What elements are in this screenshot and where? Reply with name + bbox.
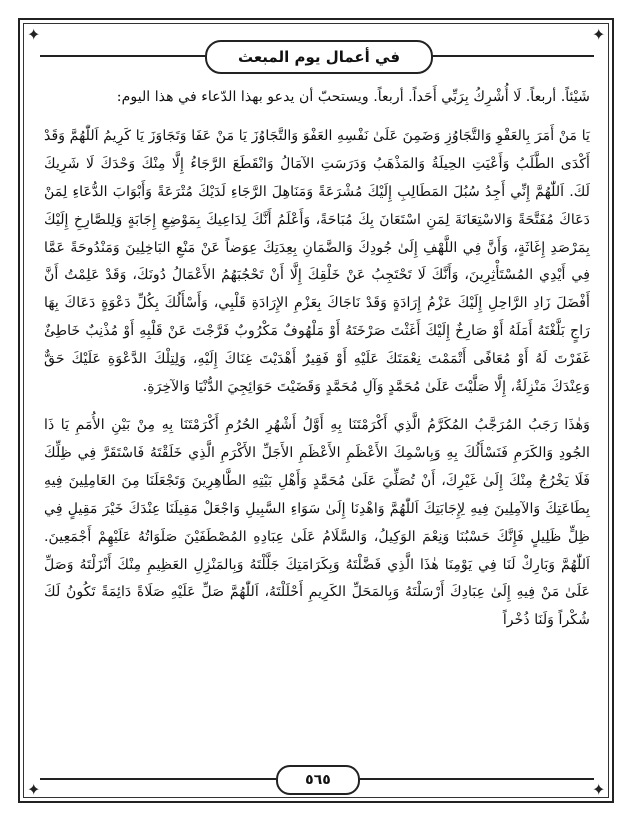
dua-paragraph-1: يَا مَنْ أَمَرَ بِالعَفْوِ وَالتَّجَاوُزِ وَضَمِنَ عَلَىٰ نَفْسِهِ العَفْوَ وَالتَّجَاوُزَ يَا مَنْ عَفَا وَتَجَاوَزَ يَا كَرِيمُ اَللّٰهُمَّ وَقَدْ أَكْدَى الطَّلَبُ وَأَعْيَتِ الحِيلَةُ وَالمَذْهَبُ وَدَرَسَتِ الآمَالُ وَانْقَطَعَ الرَّجَاءُ إِلَّا مِنْكَ وَحْدَكَ لَا شَرِيكَ لَكَ. اَللّٰهُمَّ إِنِّي أَجِدُ سُبُلَ المَطَالِبِ إِلَيْكَ مُشْرَعَةً وَمَنَاهِلَ الرَّجَاءِ لَدَيْكَ مُتْرَعَةً وَأَبْوَابَ الدُّعَاءِ لِمَنْ دَعَاكَ مُفَتَّحَةً وَالاسْتِعَانَةَ لِمَنِ اسْتَعَانَ بِكَ مُبَاحَةً، وَأَعْلَمُ أَنَّكَ لِدَاعِيكَ بِمَوْضِعِ إِجَابَةٍ وَلِلصَّارِخِ إِلَيْكَ بِمَرْصَدِ إِغَاثَةٍ، وَأَنَّ فِي اللَّهْفِ إِلَىٰ جُودِكَ وَالضَّمَانِ بِعِدَتِكَ عِوَضاً عَنْ مَنْعِ البَاخِلِينَ وَمَنْدُوحَةً عَمَّا فِي أَيْدِي المُسْتَأْثِرِينَ، وَأَنَّكَ لَا تَحْتَجِبُ عَنْ خَلْقِكَ إِلَّا أَنْ تَحْجُبَهُمُ الأَعْمَالُ دُونَكَ، وَقَدْ عَلِمْتُ أَنَّ أَفْضَلَ زَادِ الرَّاحِلِ إِلَيْكَ عَزْمُ إِرَادَةٍ وَقَدْ نَاجَاكَ بِعَزْمِ الإِرَادَةِ قَلْبِي، وَأَسْأَلُكَ بِكُلِّ دَعْوَةٍ دَعَاكَ بِهَا رَاجٍ بَلَّغْتَهُ أَمَلَهُ أَوْ صَارِخٌ إِلَيْكَ أَغَثْتَ صَرْخَتَهُ أَوْ مَلْهُوفٌ مَكْرُوبٌ فَرَّجْتَ عَنْ قَلْبِهِ أَوْ مُذْنِبٌ خَاطِئٌ غَفَرْتَ لَهُ أَوْ مُعَافًى أَتْمَمْتَ نِعْمَتَكَ عَلَيْهِ أَوْ فَقِيرٌ أَهْدَيْتَ غِنَاكَ إِلَيْهِ، وَلِتِلْكَ الدَّعْوَةِ عَلَيْكَ حَقٌّ وَعِنْدَكَ مَنْزِلَةٌ، إِلَّا صَلَّيْتَ عَلَىٰ مُحَمَّدٍ وَآلِ مُحَمَّدٍ وَقَضَيْتَ حَوَائِجِيَ الدُّنْيَا وَالآخِرَةِ. [44, 127, 590, 396]
page-number: ٥٦٥ [305, 772, 331, 788]
page-number-badge [276, 765, 360, 795]
footer-rule-left [40, 778, 276, 780]
corner-ornament-top-left: ✦ [27, 25, 41, 44]
page-body [44, 84, 590, 635]
corner-ornament-bottom-right: ✦ [592, 780, 606, 799]
footer-rule-right [356, 778, 594, 780]
intro-paragraph: شَيْئاً. أربعاً. لَا أُشْرِكُ بِرَبِّي أَحَداً. أربعاً. ويستحبّ أن يدعو بهذا الدّعاء في هذا اليوم: [116, 89, 590, 105]
dua-paragraph-2: وَهٰذَا رَجَبُ المُرَجَّبُ المُكَرَّمُ الَّذِي أَكْرَمْتَنَا بِهِ أَوَّلُ أَشْهُرِ الحُرُمِ أَكْرَمْتَنَا بِهِ مِنْ بَيْنِ الأُمَمِ يَا ذَا الجُودِ وَالكَرَمِ فَنَسْأَلُكَ بِهِ وَبِاسْمِكَ الأَعْظَمِ الأَعْظَمِ الأَجَلِّ الأَكْرَمِ الَّذِي خَلَقْتَهُ فَاسْتَقَرَّ فِي ظِلِّكَ فَلَا يَخْرُجُ مِنْكَ إِلَىٰ غَيْرِكَ، أَنْ تُصَلِّيَ عَلَىٰ مُحَمَّدٍ وَأَهْلِ بَيْتِهِ الطَّاهِرِينَ وَتَجْعَلَنَا مِنَ العَامِلِينَ فِيهِ بِطَاعَتِكَ وَالآمِلِينَ فِيهِ لِإِجَابَتِكَ اَللّٰهُمَّ وَاهْدِنَا إِلَىٰ سَوَاءِ السَّبِيلِ وَاجْعَلْ مَقِيلَنَا عِنْدَكَ خَيْرَ مَقِيلٍ فِي ظِلٍّ ظَلِيلٍ فَإِنَّكَ حَسْبُنَا وَنِعْمَ الوَكِيلُ، وَالسَّلَامُ عَلَىٰ عِبَادِهِ المُصْطَفَيْنَ صَلَوَاتُهُ عَلَيْهِمْ أَجْمَعِينَ. اَللّٰهُمَّ وَبَارِكْ لَنَا فِي يَوْمِنَا هٰذَا الَّذِي فَضَّلْتَهُ وَبِكَرَامَتِكَ جَلَّلْتَهُ وَبِالمَنْزِلِ العَظِيمِ مِنْكَ أَنْزَلْتَهُ وَصَلِّ عَلَىٰ مَنْ فِيهِ إِلَىٰ عِبَادِكَ أَرْسَلْتَهُ وَبِالمَحَلِّ الكَرِيمِ أَحْلَلْتَهُ، اَللّٰهُمَّ صَلِّ عَلَيْهِ صَلَاةً دَائِمَةً تَكُونُ لَكَ شُكْراً وَلَنَا ذُخْراً [44, 416, 590, 629]
page-title-text: في أعمال يوم المبعث [237, 48, 401, 66]
corner-ornament-bottom-left: ✦ [27, 780, 41, 799]
corner-ornament-top-right: ✦ [592, 25, 606, 44]
page-title [205, 40, 433, 74]
header-rule-left [40, 55, 205, 57]
header-rule-right [429, 55, 594, 57]
